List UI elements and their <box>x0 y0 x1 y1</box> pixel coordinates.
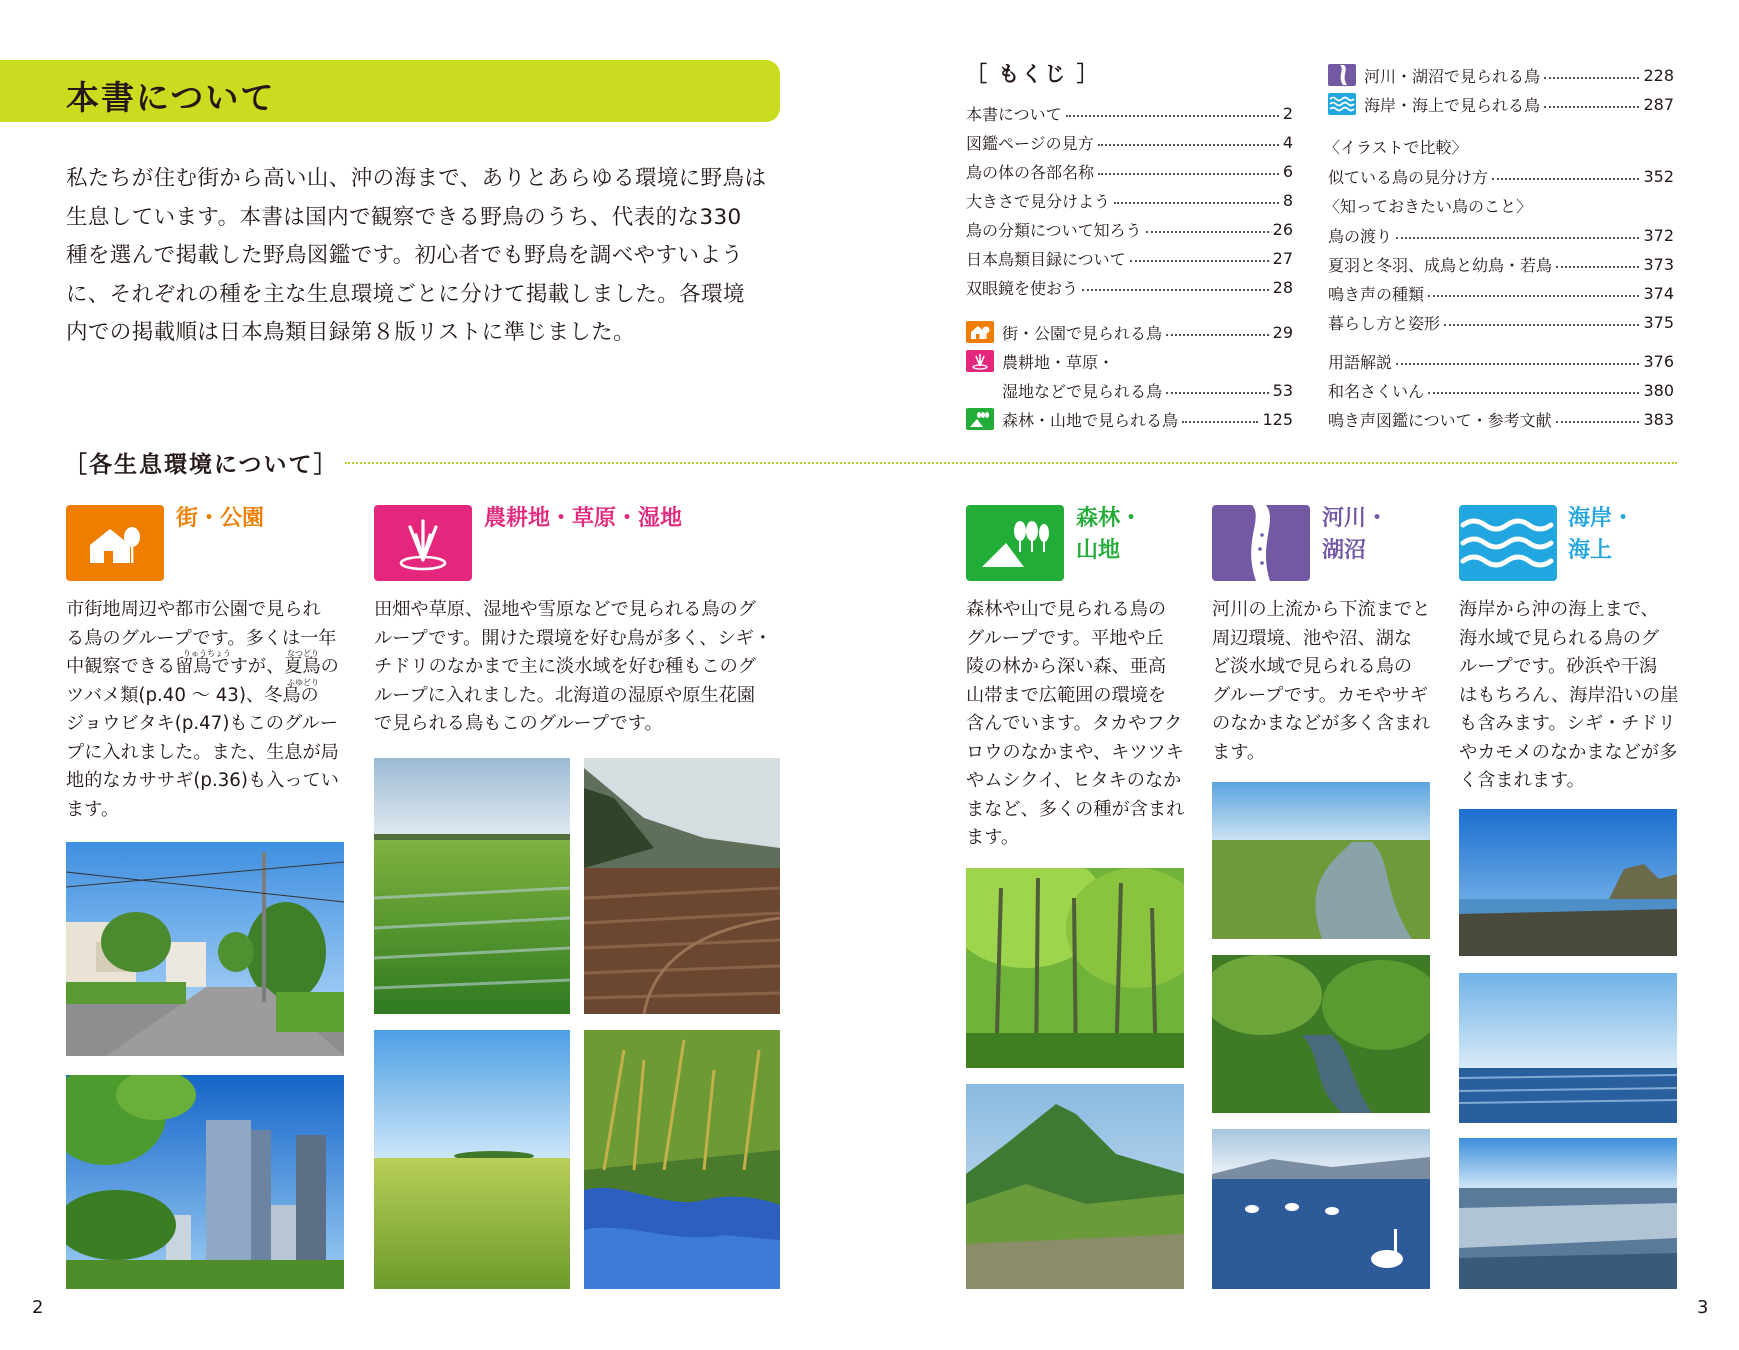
desc-line: はもちろん、海岸沿いの崖 <box>1459 684 1679 706</box>
leader-dots <box>1556 266 1639 268</box>
env-name-line: 森林・ <box>1076 506 1143 531</box>
env-name-line: 山地 <box>1076 538 1121 563</box>
toc-item-label: 湿地などで見られる鳥 <box>1002 381 1163 401</box>
toc-item-label: 鳥の体の各部名称 <box>966 162 1095 182</box>
grass-icon <box>374 505 472 581</box>
intro-line: 生息しています。本書は国内で観察できる野鳥のうち、代表的な330 <box>66 204 742 230</box>
env-name-line: 湖沼 <box>1322 538 1367 563</box>
desc-line: 海水域で見られる鳥のグ <box>1459 627 1660 649</box>
desc-line: 含んでいます。タカやフク <box>966 713 1183 734</box>
env-description <box>1459 596 1689 796</box>
toc-item-label: 似ている鳥の見分け方 <box>1328 167 1489 187</box>
desc-line: ループです。砂浜や干潟 <box>1459 656 1658 677</box>
toc-env-item[interactable] <box>966 407 1293 431</box>
env-name <box>1076 503 1142 567</box>
desc-line: 海岸から沖の海上まで、 <box>1459 599 1659 620</box>
toc-item-label: 図鑑ページの見方 <box>966 133 1094 153</box>
toc-item-label: 本書について <box>966 104 1062 124</box>
toc-item-label: 農耕地・草原・ <box>1002 352 1115 372</box>
toc-item-label: 日本鳥類目録について <box>966 249 1126 269</box>
desc-line: ど淡水域で見られる鳥の <box>1212 656 1413 677</box>
toc-item[interactable] <box>966 159 1293 183</box>
toc-env-item-cont[interactable] <box>1002 378 1293 402</box>
city-park-photo <box>66 1075 344 1289</box>
env-description <box>966 596 1196 853</box>
toc-item-label: 森林・山地で見られる鳥 <box>1002 410 1179 430</box>
toc-item-label: 暮らし方と姿形 <box>1328 313 1441 333</box>
toc-item[interactable] <box>1328 310 1674 334</box>
house-icon <box>966 321 994 343</box>
river-icon <box>1212 505 1310 581</box>
toc-item-page: 29 <box>1272 322 1293 342</box>
toc-item-page: 372 <box>1643 225 1674 245</box>
desc-line: チドリのなかまで主に淡水域を好む種もこのグ <box>374 656 756 677</box>
ruby-text: なつどり <box>287 649 319 658</box>
desc-line: く含まれます。 <box>1459 770 1585 791</box>
tidal-flat-photo <box>1459 1138 1677 1289</box>
toc-item[interactable] <box>966 275 1293 299</box>
env-description <box>1212 596 1442 767</box>
toc-item[interactable] <box>1328 281 1674 305</box>
toc-item-page: 383 <box>1643 409 1674 429</box>
desc-line: グループです。カモやサギ <box>1212 684 1428 706</box>
desc-line: ます。 <box>966 827 1020 848</box>
desc-line: ツバメ類(p.40 ～ 43)、冬鳥の <box>66 684 319 706</box>
intro-line: 種を選んで掲載した野鳥図鑑です。初心者でも野鳥を調べやすいよう <box>66 243 744 268</box>
toc-item-label: 海岸・海上で見られる鳥 <box>1364 95 1541 115</box>
toc-env-item[interactable] <box>1328 92 1674 116</box>
leader-dots <box>1166 334 1269 336</box>
toc-item[interactable] <box>1328 407 1674 431</box>
leader-dots <box>1396 237 1639 239</box>
env-name <box>1568 503 1634 567</box>
env-name-line: 海上 <box>1568 538 1613 563</box>
wave-icon <box>1459 505 1557 581</box>
leader-dots <box>1082 289 1269 291</box>
toc-item-label: 大きさで見分けよう <box>966 191 1111 211</box>
env-description <box>374 596 784 739</box>
toc-item-label: 用語解説 <box>1328 352 1393 372</box>
toc-item-page: 376 <box>1643 351 1674 371</box>
toc-item[interactable] <box>1328 349 1674 373</box>
desc-line: ループに入れました。北海道の湿原や原生花園 <box>374 684 756 706</box>
toc-item[interactable] <box>966 188 1293 212</box>
page-number-right: 3 <box>1697 1297 1709 1318</box>
leader-dots <box>1098 173 1279 175</box>
desc-line: プに入れました。また、生息が局 <box>66 741 339 763</box>
page-title: 本書について <box>66 78 276 117</box>
forest-icon <box>966 505 1064 581</box>
toc-item[interactable] <box>966 246 1293 270</box>
intro-line: 私たちが住む街から高い山、沖の海まで、ありとあらゆる環境に野鳥は <box>66 166 767 191</box>
green-forest-photo <box>966 868 1184 1068</box>
leader-dots <box>1428 392 1639 394</box>
leader-dots <box>1492 178 1639 180</box>
desc-line: 地的なカササギ(p.36)も入ってい <box>66 770 339 791</box>
toc-item-page: 6 <box>1282 161 1293 181</box>
forest-icon <box>966 408 994 430</box>
leader-dots <box>1130 260 1269 262</box>
toc-item[interactable] <box>1328 223 1674 247</box>
leader-dots <box>1428 295 1639 297</box>
leader-dots <box>1098 144 1279 146</box>
toc-item-page: 380 <box>1643 380 1674 400</box>
toc-item-page: 352 <box>1643 166 1674 186</box>
desc-line: 周辺環境、池や沼、湖な <box>1212 627 1413 649</box>
leader-dots <box>1182 421 1258 423</box>
env-name-line: 海岸・ <box>1568 506 1635 531</box>
suburban-street-photo <box>66 842 344 1056</box>
toc-item-page: 53 <box>1272 380 1293 400</box>
toc-item-label: 双眼鏡を使おう <box>966 278 1079 298</box>
toc-item[interactable] <box>966 130 1293 154</box>
toc-item-label: 街・公園で見られる鳥 <box>1002 323 1163 343</box>
toc-item-page: 228 <box>1643 65 1674 85</box>
leader-dots <box>1146 231 1269 233</box>
toc-heading: ［ もくじ ］ <box>966 62 1100 86</box>
desc-line: ループです。開けた環境を好む鳥が多く、シギ・ <box>374 627 772 649</box>
desc-line: のなかまなどが多く含まれ <box>1212 713 1431 734</box>
open-sea-photo <box>1459 973 1677 1123</box>
toc-item-label: 鳴き声図鑑について・参考文献 <box>1328 410 1552 430</box>
leader-dots <box>1544 106 1639 108</box>
toc-item-label: 夏羽と冬羽、成鳥と幼鳥・若鳥 <box>1328 255 1553 275</box>
intro-line: 内での掲載順は日本鳥類目録第８版リストに準じました。 <box>66 320 635 345</box>
leader-dots <box>1544 77 1639 79</box>
grass-icon <box>966 350 994 372</box>
desc-line: ます。 <box>1212 741 1266 763</box>
leader-dots <box>1066 115 1279 117</box>
intro-paragraph <box>66 160 786 353</box>
mountain-stream-photo <box>1212 955 1430 1113</box>
desc-line: 市街地周辺や都市公園で見られ <box>66 599 321 620</box>
toc-item[interactable] <box>966 101 1293 125</box>
env-name: 街・公園 <box>176 506 265 531</box>
toc-item[interactable] <box>966 217 1293 241</box>
env-description <box>66 596 356 824</box>
toc-subheading: 〈イラストで比較〉 <box>1324 138 1468 157</box>
plowed-field-photo <box>584 758 780 1014</box>
toc-item-label: 和名さくいん <box>1328 381 1425 401</box>
desc-line: 中観察できる留鳥ですが、夏鳥の <box>66 656 339 677</box>
leader-dots <box>1166 392 1269 394</box>
desc-line: る鳥のグループです。多くは一年 <box>66 627 337 649</box>
toc-item-page: 2 <box>1282 103 1293 123</box>
grassland-photo <box>374 1030 570 1289</box>
toc-item-label: 鳥の分類について知ろう <box>966 220 1142 240</box>
desc-line: グループです。平地や丘 <box>966 627 1164 649</box>
toc-item-page: 8 <box>1282 190 1293 210</box>
toc-subheading: 〈知っておきたい鳥のこと〉 <box>1324 197 1533 216</box>
desc-line: やムシクイ、ヒタキのなか <box>966 770 1182 791</box>
toc-item[interactable] <box>1328 252 1674 276</box>
leader-dots <box>1396 363 1639 365</box>
rocky-coast-photo <box>1459 809 1677 956</box>
leader-dots <box>1114 202 1279 204</box>
toc-item-page: 27 <box>1272 248 1293 268</box>
desc-line: も含みます。シギ・チドリ <box>1459 713 1676 734</box>
desc-line: ロウのなかまや、キツツキ <box>966 741 1184 763</box>
toc-item-page: 4 <box>1282 132 1293 152</box>
section-heading: ［各生息環境について］ <box>64 452 339 478</box>
wave-icon <box>1328 93 1356 115</box>
ruby-text: りゅうちょう <box>183 649 231 658</box>
intro-line: に、それぞれの種を主な生息環境ごとに分けて掲載しました。各環境 <box>66 281 745 307</box>
toc-item[interactable] <box>1328 164 1674 188</box>
toc-item-page: 374 <box>1643 283 1674 303</box>
desc-line: 田畑や草原、湿地や雪原などで見られる鳥のグ <box>374 599 756 620</box>
river-icon <box>1328 64 1356 86</box>
toc-env-item[interactable] <box>966 349 1293 373</box>
toc-item-page: 26 <box>1272 219 1293 239</box>
ruby-text: ふゆどり <box>287 678 319 687</box>
env-name <box>1322 503 1388 567</box>
toc-item-page: 373 <box>1643 254 1674 274</box>
desc-line: ジョウビタキ(p.47)もこのグルー <box>66 713 339 734</box>
toc-item-page: 125 <box>1262 409 1293 429</box>
toc-env-item[interactable] <box>1328 63 1674 87</box>
leader-dots <box>1556 421 1640 423</box>
toc-item-page: 287 <box>1643 94 1674 114</box>
leader-dots <box>1444 324 1639 326</box>
toc-env-item[interactable] <box>966 320 1293 344</box>
desc-line: まなど、多くの種が含まれ <box>966 798 1185 820</box>
mountain-ridge-photo <box>966 1084 1184 1289</box>
desc-line: で見られる鳥もこのグループです。 <box>374 713 663 734</box>
desc-line: やカモメのなかまなどが多 <box>1459 741 1678 763</box>
wide-river-photo <box>1212 782 1430 939</box>
env-name: 農耕地・草原・湿地 <box>484 506 683 531</box>
desc-line: 河川の上流から下流までと <box>1212 599 1431 620</box>
desc-line: 陵の林から深い森、亜高 <box>966 656 1167 677</box>
toc-item-label: 鳴き声の種類 <box>1328 284 1425 304</box>
wetland-photo <box>584 1030 780 1289</box>
rice-paddy-photo <box>374 758 570 1014</box>
toc-item-label: 河川・湖沼で見られる鳥 <box>1364 66 1541 86</box>
toc-item-label: 鳥の渡り <box>1328 226 1393 246</box>
desc-line: 森林や山で見られる鳥の <box>966 599 1167 620</box>
page-number-left: 2 <box>32 1297 44 1318</box>
toc-item[interactable] <box>1328 378 1674 402</box>
house-icon <box>66 505 164 581</box>
env-name-line: 河川・ <box>1322 506 1389 531</box>
desc-line: ます。 <box>66 798 120 820</box>
section-divider <box>345 462 1677 464</box>
swan-lake-photo <box>1212 1129 1430 1289</box>
toc-item-page: 28 <box>1272 277 1293 297</box>
desc-line: 山帯まで広範囲の環境を <box>966 684 1167 706</box>
toc-item-page: 375 <box>1643 312 1674 332</box>
